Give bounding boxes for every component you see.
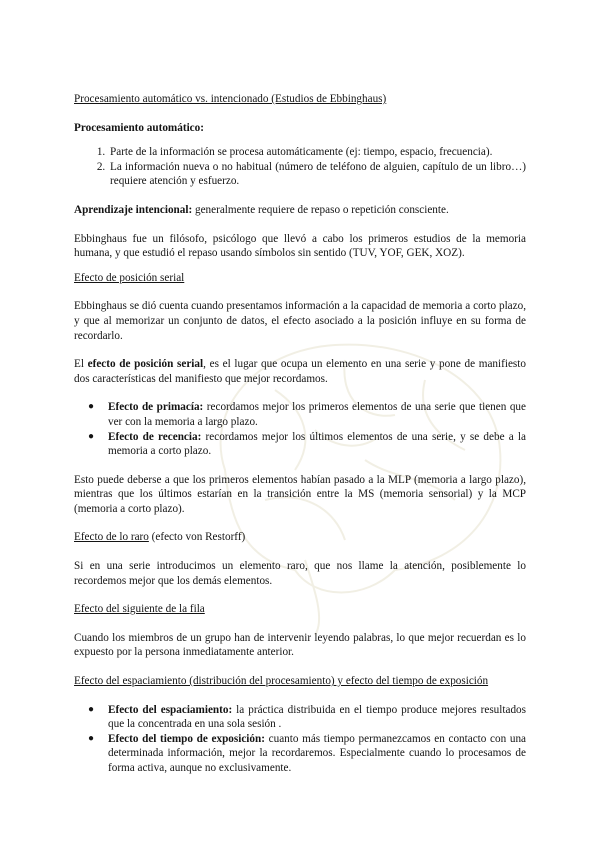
list-item: 1. Parte de la información se procesa automáticamente (ej: tiempo, espacio, frecuencia). — [108, 145, 526, 160]
serial-explanation: Esto puede deberse a que los primeros elementos habían pasado a la MLP (memoria a largo plazo), mientras que los últimos estarían en la transición entre la MS (memoria sensorial) y la MCP (memoria a corto plazo). — [74, 473, 526, 515]
serial-intro: Ebbinghaus se dió cuenta cuando presentamos información a la capacidad de memoria a corto plazo, y que al memorizar un conjunto de datos, el efecto asociado a la posición influye en su forma de recordarlo. — [74, 300, 526, 342]
list-item: ● Efecto de primacía: recordamos mejor los primeros elementos de una serie que tienen que ver con la memoria a largo plazo. — [88, 401, 526, 428]
ebbinghaus-paragraph: Ebbinghaus fue un filósofo, psicólogo que llevó a cabo los primeros estudios de la memoria humana, y que estudió el repaso usando símbolos sin sentido (TUV, YOF, GEK, XOZ). — [74, 232, 526, 260]
main-heading: Procesamiento automático vs. intencionado (Estudios de Ebbinghaus) — [74, 93, 387, 105]
list-item: 2. La información nueva o no habitual (número de teléfono de alguien, capítulo de un libro…) requiere atención y esfuerzo. — [108, 160, 526, 189]
bullet-icon: ● — [88, 430, 95, 442]
raro-heading: Efecto de lo raro (efecto von Restorff) — [74, 531, 246, 544]
bullet-icon: ● — [88, 703, 95, 715]
document-body — [74, 92, 526, 776]
auto-title: Procesamiento automático: — [74, 121, 204, 134]
serial-definition: El efecto de posición serial, es el lugar que ocupa un elemento en una serie y pone de manifiesto dos características del manifiesto que mejor recordamos. — [74, 358, 526, 385]
bullet-icon: ● — [88, 401, 95, 413]
list-item: ● Efecto de recencia: recordamos mejor los últimos elementos de una serie, y se debe a la memoria a corto plazo. — [88, 430, 526, 458]
raro-paragraph: Si en una serie introducimos un elemento raro, que nos llame la atención, posiblemente lo recordemos mejor que los demás elementos. — [74, 560, 526, 587]
intencional-paragraph: Aprendizaje intencional: generalmente requiere de repaso o repetición consciente. — [74, 203, 449, 216]
serial-heading: Efecto de posición serial — [74, 271, 185, 284]
intencional-label: Aprendizaje intencional: — [74, 203, 193, 216]
espaciamiento-bullets — [74, 703, 526, 776]
auto-list — [74, 145, 526, 189]
serial-bullets — [74, 400, 526, 458]
espaciamiento-heading: Efecto del espaciamiento (distribución del procesamiento) y efecto del tiempo de exposición — [74, 675, 489, 688]
bullet-icon: ● — [88, 732, 95, 744]
list-item: ● Efecto del espaciamiento: la práctica distribuida en el tiempo produce mejores resultados que la concentrada en una sola sesión . — [88, 703, 526, 731]
fila-paragraph: Cuando los miembros de un grupo han de intervenir leyendo palabras, lo que mejor recuerdan es lo expuesto por la persona inmediatamente anterior. — [74, 631, 526, 659]
list-item: ● Efecto del tiempo de exposición: cuanto más tiempo permanezcamos en contacto con una determinada información, mejor la recordaremos. Especialmente cuando lo procesamos de forma activa, aunque no exclusivamente. — [88, 732, 527, 774]
fila-heading: Efecto del siguiente de la fila — [74, 603, 205, 616]
